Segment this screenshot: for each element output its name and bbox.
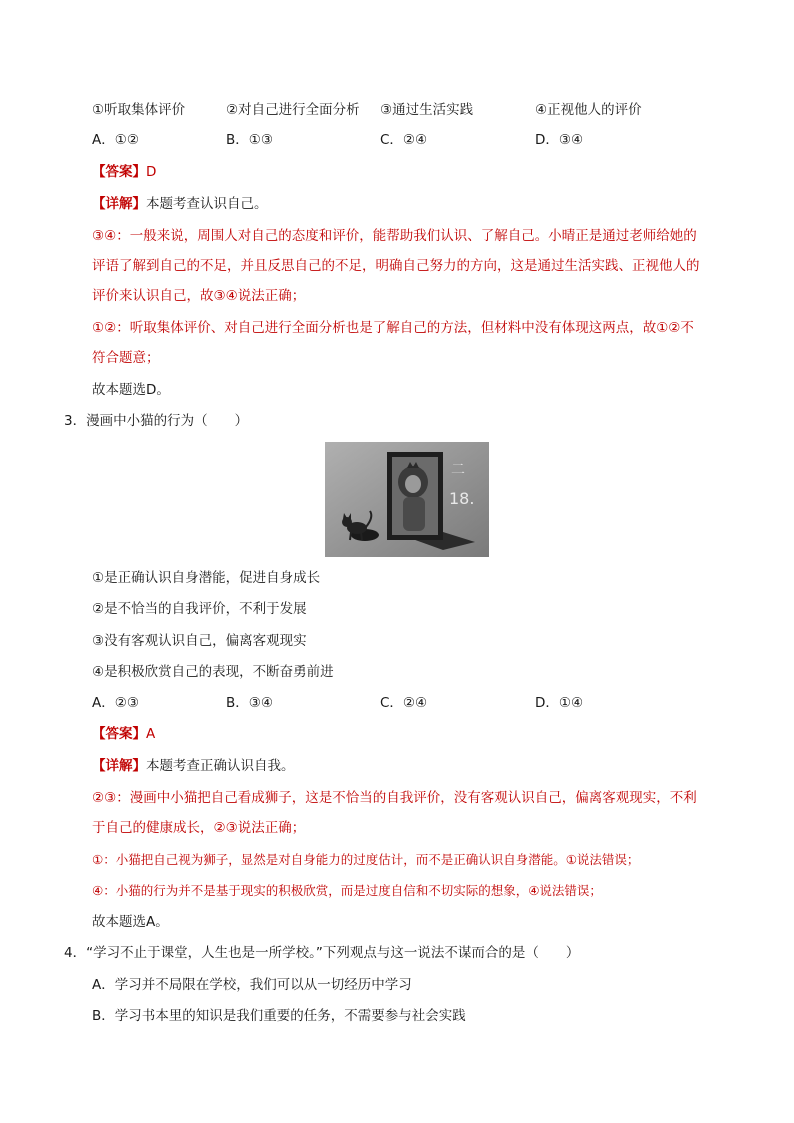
cat-mirror-illustration: [325, 442, 489, 557]
q4-option-b: B．学习书本里的知识是我们重要的任务，不需要参与社会实践: [92, 1008, 466, 1024]
q2-statement-1: ①听取集体评价: [92, 102, 186, 118]
answer-label: 【答案】: [92, 164, 146, 180]
detail-label: 【详解】: [92, 196, 146, 212]
q2-statement-4: ④正视他人的评价: [535, 102, 642, 118]
q3-option-a: A．②③: [92, 695, 139, 711]
q2-red2-line-1: ①②：听取集体评价、对自己进行全面分析也是了解自己的方法，但材料中没有体现这两点，故①②不: [92, 320, 694, 336]
q2-red1-line-1: ③④：一般来说，周围人对自己的态度和评价，能帮助我们认识、了解自己。小晴正是通过老师给她的: [92, 228, 697, 244]
q2-red2-line-2: 符合题意；: [92, 350, 160, 366]
q3-statement-3: ③没有客观认识自己，偏离客观现实: [92, 633, 307, 649]
q2-statement-2: ②对自己进行全面分析: [226, 102, 360, 118]
q2-option-a: A．①②: [92, 132, 139, 148]
q2-option-b: B．①③: [226, 132, 273, 148]
q3-red1-line-1: ②③：漫画中小猫把自己看成狮子，这是不恰当的自我评价，没有客观认识自己，偏离客观现实，不利: [92, 790, 697, 806]
q3-red1-line-2: 于自己的健康成长，②③说法正确；: [92, 820, 306, 836]
svg-text:二: 二: [451, 462, 465, 478]
q2-conclusion: 故本题选D。: [92, 382, 170, 398]
figure-text: 18.: [449, 489, 475, 508]
answer-value: D: [146, 164, 157, 180]
q3-option-b: B．③④: [226, 695, 273, 711]
answer-value: A: [146, 726, 156, 742]
q4-option-a: A．学习并不局限在学校，我们可以从一切经历中学习: [92, 977, 412, 993]
q3-red2: ①：小猫把自己视为狮子，显然是对自身能力的过度估计，而不是正确认识自身潜能。①说法错误；: [92, 852, 640, 867]
q3-stem: 3．漫画中小猫的行为（ ）: [64, 413, 249, 429]
q3-statement-4: ④是积极欣赏自己的表现，不断奋勇前进: [92, 664, 334, 680]
q2-option-d: D．③④: [535, 132, 584, 148]
detail-intro: 本题考查正确认识自我。: [146, 758, 295, 774]
q3-red3: ④：小猫的行为并不是基于现实的积极欣赏，而是过度自信和不切实际的想象，④说法错误；: [92, 883, 602, 898]
q2-red1-line-3: 评价来认识自己，故③④说法正确；: [92, 288, 306, 304]
q2-statement-3: ③通过生活实践: [380, 102, 474, 118]
q4-stem: 4．“学习不止于课堂，人生也是一所学校。”下列观点与这一说法不谋而合的是（ ）: [64, 945, 580, 961]
q3-statement-1: ①是正确认识自身潜能，促进自身成长: [92, 570, 321, 586]
q3-answer: [92, 724, 155, 744]
q3-detail: [92, 756, 295, 776]
detail-intro: 本题考查认识自己。: [146, 196, 268, 212]
q3-option-d: D．①④: [535, 695, 584, 711]
q2-answer: [92, 162, 156, 182]
q3-conclusion: 故本题选A。: [92, 914, 169, 930]
q3-option-c: C．②④: [380, 695, 428, 711]
q3-statement-2: ②是不恰当的自我评价，不利于发展: [92, 601, 307, 617]
q2-red1-line-2: 评语了解到自己的不足，并且反思自己的不足，明确自己努力的方向，这是通过生活实践、正视他人的: [92, 258, 700, 274]
answer-label: 【答案】: [92, 726, 146, 742]
q2-option-c: C．②④: [380, 132, 428, 148]
detail-label: 【详解】: [92, 758, 146, 774]
cartoon-figure: [325, 442, 489, 557]
q2-detail: [92, 194, 268, 214]
